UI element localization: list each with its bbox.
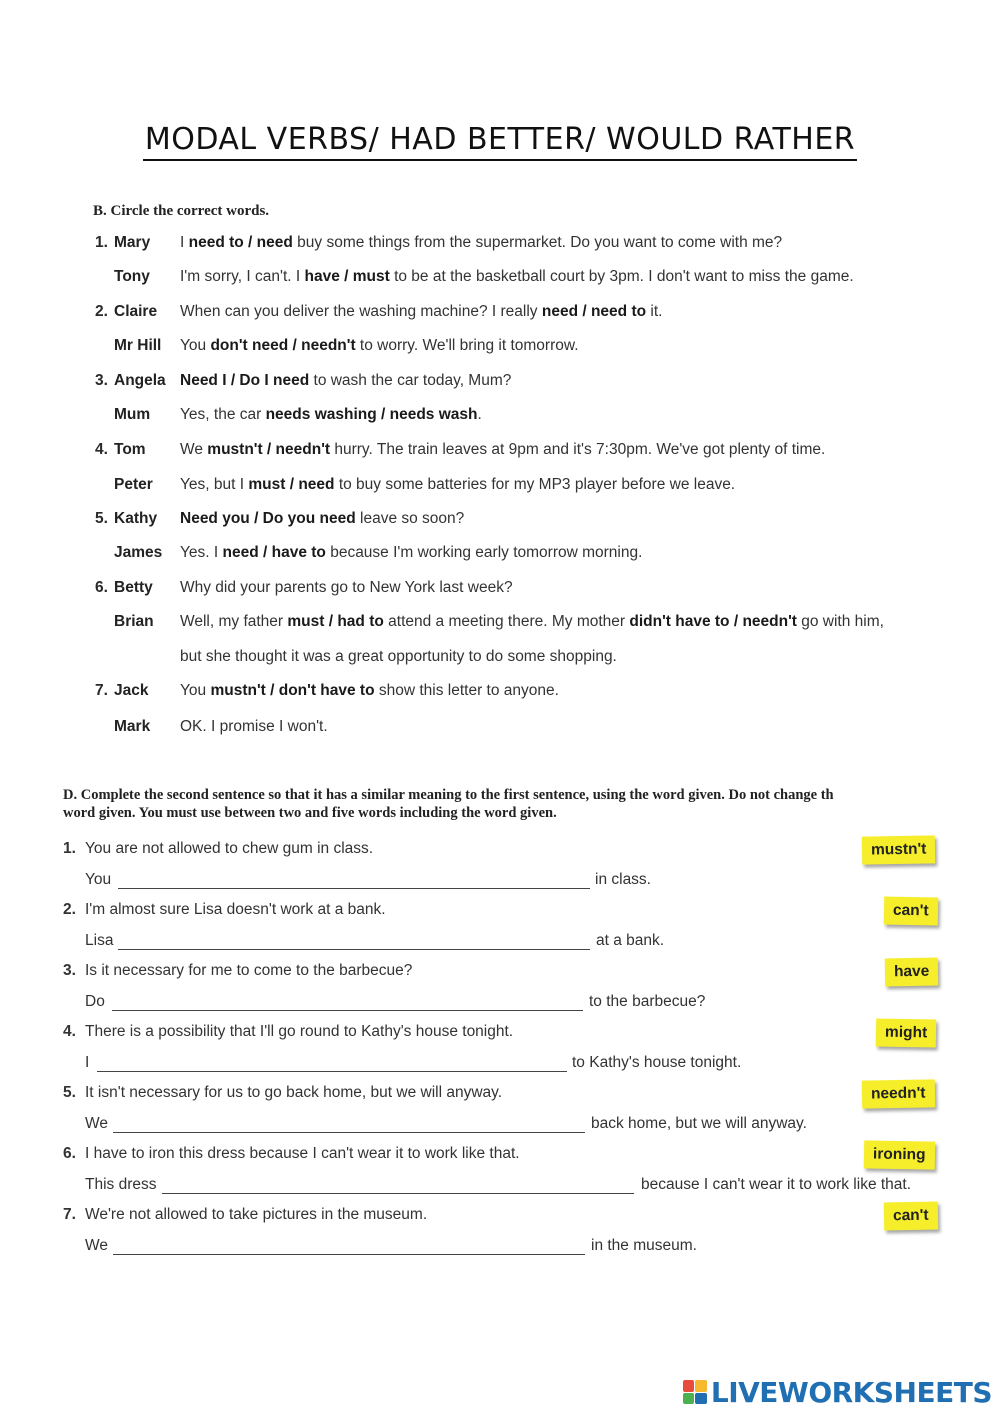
word-choice[interactable]: need / need to bbox=[541, 303, 647, 320]
dialogue-text bbox=[180, 682, 559, 700]
text-before-choice: OK. I promise I won't. bbox=[180, 718, 328, 735]
speaker-name: Tom bbox=[114, 441, 146, 458]
given-word-note: can't bbox=[884, 1202, 938, 1231]
text-before-choice: We bbox=[180, 441, 208, 458]
original-sentence: There is a possibility that I'll go round to Kathy's house tonight. bbox=[85, 1023, 514, 1040]
word-choice[interactable]: Need I / Do I need bbox=[180, 372, 310, 389]
text-after-choice: show this letter to anyone. bbox=[374, 682, 559, 699]
answer-end: to the barbecue? bbox=[589, 993, 706, 1010]
text-before-choice: Well, my father bbox=[180, 613, 288, 630]
given-word-note: ironing bbox=[864, 1140, 935, 1169]
text-after-choice: to wash the car today, Mum? bbox=[309, 372, 512, 389]
text-before-choice: but she thought it was a great opportunity to do some shopping. bbox=[180, 648, 617, 665]
text-before-choice: You bbox=[180, 682, 211, 699]
word-choice[interactable]: must / need bbox=[248, 476, 335, 493]
transformation-sentence bbox=[63, 1084, 502, 1102]
section-d-heading-line1: D. Complete the second sentence so that it has a similar meaning to the first sentence, using the word given. Do not change th bbox=[63, 787, 834, 803]
word-choice[interactable]: need / have to bbox=[222, 544, 326, 561]
text-before-choice: Yes, but I bbox=[180, 476, 249, 493]
text-after-choice: to buy some batteries for my MP3 player before we leave. bbox=[334, 476, 736, 493]
word-choice[interactable]: Need you / Do you need bbox=[180, 510, 356, 527]
speaker-name: Kathy bbox=[114, 510, 158, 527]
dialogue-text bbox=[180, 544, 642, 562]
speaker-name: James bbox=[114, 544, 163, 561]
item-number: 7. bbox=[95, 682, 108, 699]
item-number: 3. bbox=[95, 372, 108, 389]
word-choice[interactable]: don't need / needn't bbox=[210, 337, 356, 354]
dialogue-text bbox=[180, 441, 825, 459]
dialogue-text bbox=[180, 510, 464, 528]
speaker-name: Brian bbox=[114, 613, 154, 630]
text-before-choice: Why did your parents go to New York last week? bbox=[180, 579, 513, 596]
answer-row bbox=[85, 1237, 945, 1261]
answer-end: to Kathy's house tonight. bbox=[572, 1054, 742, 1071]
answer-end: because I can't wear it to work like that. bbox=[641, 1176, 912, 1193]
given-word-note: have bbox=[885, 958, 939, 987]
text-before-choice: I'm sorry, I can't. I bbox=[180, 268, 305, 285]
dialogue-text bbox=[180, 303, 662, 321]
item-number: 1. bbox=[63, 840, 76, 857]
text-after-choice: because I'm working early tomorrow morning. bbox=[325, 544, 643, 561]
item-number: 3. bbox=[63, 962, 76, 979]
text-after-choice: leave so soon? bbox=[355, 510, 465, 527]
text-before-choice: Yes, the car bbox=[180, 406, 266, 423]
item-number: 2. bbox=[95, 303, 108, 320]
dialogue-text bbox=[180, 718, 328, 736]
text-after-choice: buy some things from the supermarket. Do you want to come with me? bbox=[292, 234, 783, 251]
answer-start: Do bbox=[85, 993, 105, 1010]
speaker-name: Betty bbox=[114, 579, 153, 596]
word-choice[interactable]: didn't have to / needn't bbox=[629, 613, 797, 630]
text-after-choice: . bbox=[477, 406, 482, 423]
text-after-choice: go with him, bbox=[796, 613, 884, 630]
answer-row bbox=[85, 871, 945, 895]
liveworksheets-logo bbox=[683, 1374, 992, 1410]
speaker-name: Angela bbox=[114, 372, 166, 389]
text-after-choice: to worry. We'll bring it tomorrow. bbox=[355, 337, 579, 354]
given-word-note: needn't bbox=[862, 1079, 935, 1108]
dialogue-text bbox=[180, 579, 513, 597]
text-after-choice: attend a meeting there. My mother bbox=[383, 613, 630, 630]
page-title-text: MODAL VERBS/ HAD BETTER/ WOULD RATHER bbox=[143, 122, 857, 161]
transformation-sentence bbox=[63, 1145, 520, 1163]
text-after-choice: hurry. The train leaves at 9pm and it's 7:30pm. We've got plenty of time. bbox=[330, 441, 826, 458]
dialogue-text bbox=[180, 337, 579, 355]
original-sentence: I'm almost sure Lisa doesn't work at a bank. bbox=[85, 901, 386, 918]
dialogue-text bbox=[180, 372, 511, 390]
section-d-heading bbox=[63, 786, 963, 822]
item-number: 5. bbox=[95, 510, 108, 527]
given-word-note: can't bbox=[884, 897, 938, 926]
item-number: 5. bbox=[63, 1084, 76, 1101]
answer-end: back home, but we will anyway. bbox=[591, 1115, 807, 1132]
logo-mark-icon bbox=[683, 1380, 707, 1404]
word-choice[interactable]: need to / need bbox=[188, 234, 293, 251]
item-number: 4. bbox=[95, 441, 108, 458]
speaker-name: Mr Hill bbox=[114, 337, 162, 354]
original-sentence: It isn't necessary for us to go back home, but we will anyway. bbox=[85, 1084, 503, 1101]
text-before-choice: When can you deliver the washing machine? I really bbox=[180, 303, 542, 320]
word-choice[interactable]: have / must bbox=[304, 268, 390, 285]
answer-end: at a bank. bbox=[596, 932, 665, 949]
speaker-name: Mark bbox=[114, 718, 151, 735]
item-number: 2. bbox=[63, 901, 76, 918]
answer-start: We bbox=[85, 1237, 108, 1254]
answer-blank[interactable] bbox=[162, 1193, 634, 1194]
answer-blank[interactable] bbox=[118, 949, 590, 950]
dialogue-text bbox=[180, 234, 782, 252]
answer-blank[interactable] bbox=[97, 1071, 567, 1072]
speaker-name: Mary bbox=[114, 234, 151, 251]
speaker-name: Jack bbox=[114, 682, 149, 699]
dialogue-text bbox=[180, 648, 617, 666]
answer-end: in the museum. bbox=[591, 1237, 697, 1254]
answer-end: in class. bbox=[595, 871, 651, 888]
item-number: 1. bbox=[95, 234, 108, 251]
original-sentence: I have to iron this dress because I can't wear it to work like that. bbox=[85, 1145, 520, 1162]
speaker-name: Peter bbox=[114, 476, 153, 493]
original-sentence: You are not allowed to chew gum in class. bbox=[85, 840, 374, 857]
item-number: 6. bbox=[95, 579, 108, 596]
speaker-name: Mum bbox=[114, 406, 151, 423]
word-choice[interactable]: must / had to bbox=[287, 613, 384, 630]
given-word-note: mustn't bbox=[862, 835, 936, 864]
transformation-sentence bbox=[63, 840, 373, 858]
dialogue-text bbox=[180, 476, 735, 494]
answer-start: I bbox=[85, 1054, 90, 1071]
section-d-heading-line2: word given. You must use between two and five words including the word given. bbox=[63, 805, 557, 821]
original-sentence: Is it necessary for me to come to the barbecue? bbox=[85, 962, 413, 979]
transformation-sentence bbox=[63, 1206, 427, 1224]
text-before-choice: You bbox=[180, 337, 211, 354]
logo-text: LIVEWORKSHEETS bbox=[710, 1375, 992, 1409]
transformation-sentence bbox=[63, 962, 412, 980]
answer-row bbox=[85, 932, 945, 956]
answer-start: This dress bbox=[85, 1176, 157, 1193]
word-choice[interactable]: mustn't / needn't bbox=[207, 441, 331, 458]
answer-blank[interactable] bbox=[113, 1254, 585, 1255]
dialogue-text bbox=[180, 406, 482, 424]
text-after-choice: to be at the basketball court by 3pm. I don't want to miss the game. bbox=[389, 268, 854, 285]
item-number: 6. bbox=[63, 1145, 76, 1162]
answer-blank[interactable] bbox=[118, 888, 590, 889]
word-choice[interactable]: needs washing / needs wash bbox=[265, 406, 478, 423]
answer-blank[interactable] bbox=[113, 1132, 585, 1133]
answer-row bbox=[85, 1115, 945, 1139]
answer-start: Lisa bbox=[85, 932, 114, 949]
item-number: 7. bbox=[63, 1206, 76, 1223]
item-number: 4. bbox=[63, 1023, 76, 1040]
answer-start: You bbox=[85, 871, 112, 888]
original-sentence: We're not allowed to take pictures in the museum. bbox=[85, 1206, 428, 1223]
transformation-sentence bbox=[63, 901, 386, 919]
answer-blank[interactable] bbox=[112, 1010, 583, 1011]
answer-row bbox=[85, 1054, 945, 1078]
speaker-name: Tony bbox=[114, 268, 150, 285]
text-after-choice: it. bbox=[646, 303, 663, 320]
answer-row bbox=[85, 1176, 945, 1200]
given-word-note: might bbox=[876, 1018, 937, 1047]
transformation-sentence bbox=[63, 1023, 513, 1041]
text-before-choice: I bbox=[180, 234, 189, 251]
dialogue-text bbox=[180, 268, 854, 286]
dialogue-text bbox=[180, 613, 884, 631]
word-choice[interactable]: mustn't / don't have to bbox=[210, 682, 375, 699]
section-b-heading: B. Circle the correct words. bbox=[93, 203, 270, 219]
speaker-name: Claire bbox=[114, 303, 158, 320]
text-before-choice: Yes. I bbox=[180, 544, 223, 561]
page-title bbox=[0, 122, 1000, 157]
answer-row bbox=[85, 993, 945, 1017]
answer-start: We bbox=[85, 1115, 108, 1132]
